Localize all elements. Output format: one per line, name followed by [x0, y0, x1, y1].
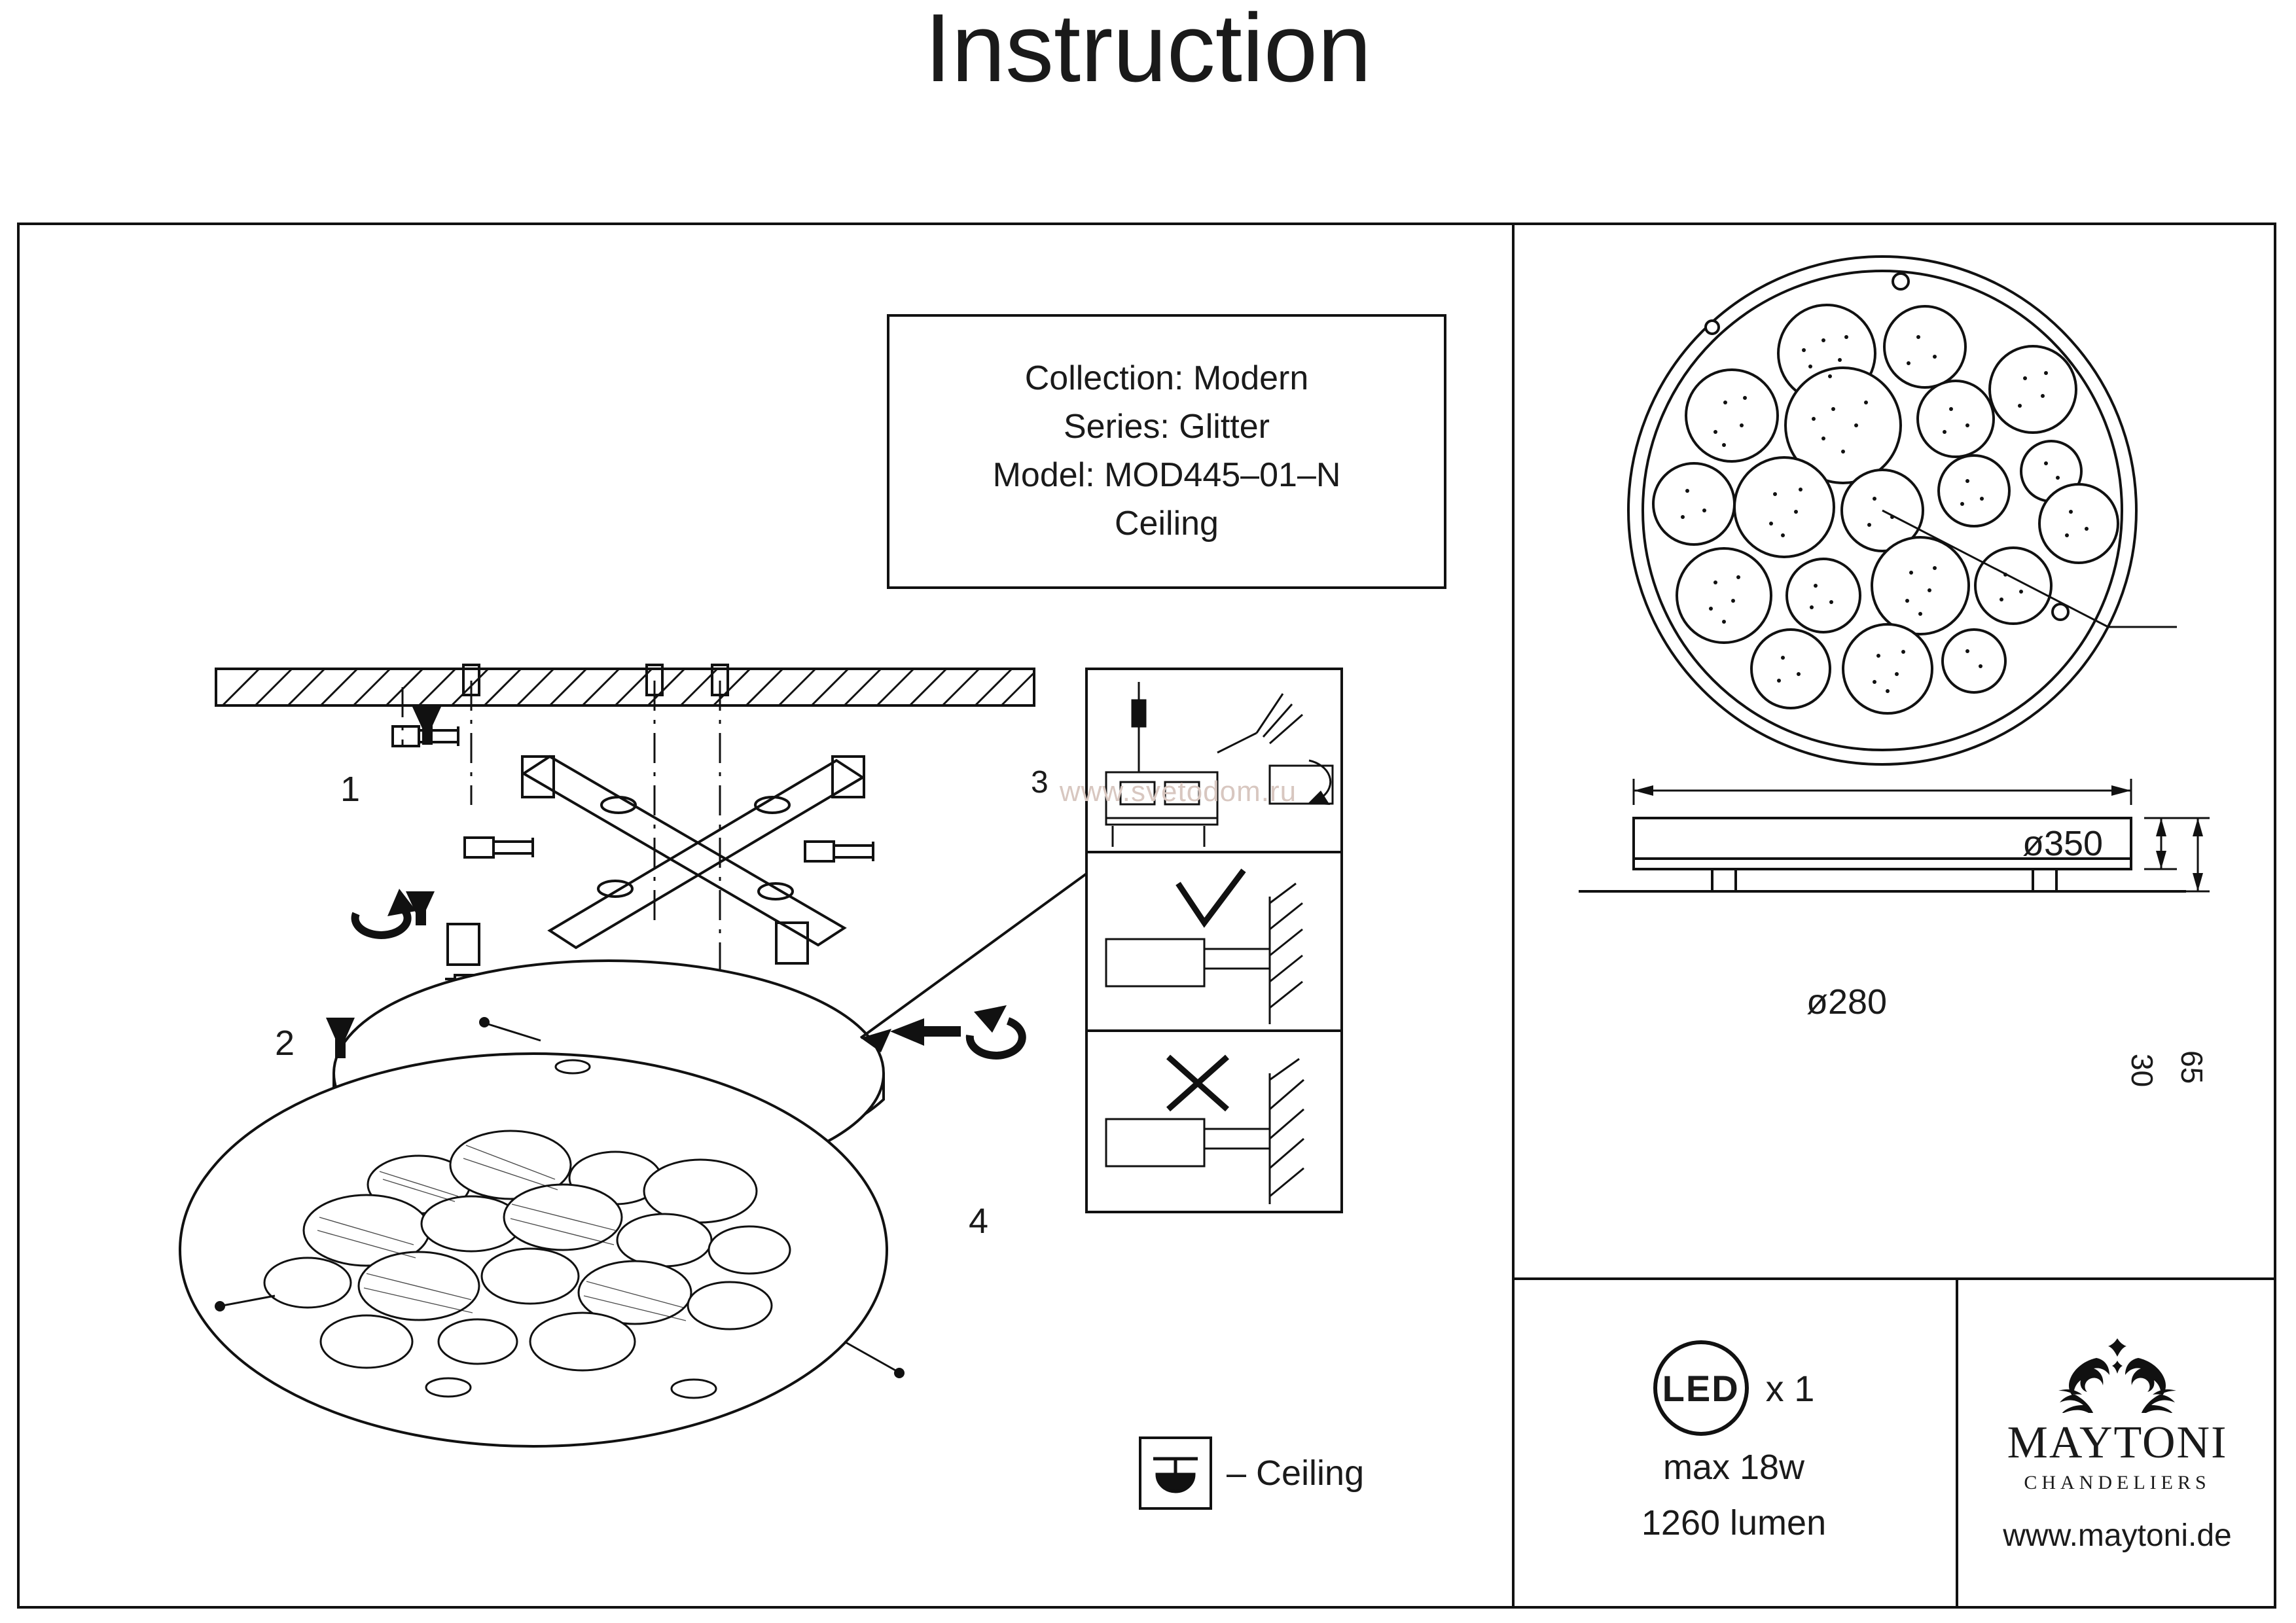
watermark-text: www.svetodom.ru: [1059, 776, 1297, 808]
ceiling-legend: [1139, 1436, 1364, 1510]
step-label-3: 3: [1031, 765, 1049, 800]
led-icon: LED: [1653, 1340, 1749, 1436]
dimension-diameter-280: ø280: [1806, 982, 1888, 1022]
lamp-type-row: [1653, 1340, 1815, 1436]
lamp-lumen: 1260 lumen: [1641, 1503, 1827, 1543]
dimension-diameter-350: ø350: [2022, 824, 2104, 863]
page-title: Instruction: [924, 0, 1372, 102]
lamp-power: max 18w: [1662, 1448, 1805, 1488]
ceiling-legend-label: – Ceiling: [1227, 1454, 1365, 1493]
info-collection: Collection: Modern: [1024, 359, 1309, 398]
maytoni-logo-icon: [2019, 1334, 2215, 1413]
dimension-height-30: 30: [2125, 1054, 2159, 1088]
brand-url[interactable]: www.maytoni.de: [2003, 1518, 2232, 1553]
assembly-drawing: [26, 229, 1505, 1603]
step-label-2: 2: [275, 1024, 295, 1063]
step-label-4: 4: [969, 1202, 989, 1241]
brand-block: [1958, 1280, 2276, 1607]
info-series: Series: Glitter: [1064, 408, 1270, 446]
lamp-quantity: x 1: [1765, 1367, 1815, 1409]
info-type: Ceiling: [1115, 504, 1219, 543]
ceiling-mount-icon: [1139, 1436, 1212, 1510]
brand-name: MAYTONI: [2007, 1417, 2228, 1468]
brand-subtitle: CHANDELIERS: [2024, 1471, 2211, 1493]
lamp-spec-block: [1512, 1280, 1956, 1607]
step-label-1: 1: [340, 770, 361, 809]
product-views: [1516, 229, 2275, 1276]
info-model: Model: MOD445–01–N: [992, 456, 1341, 494]
dimension-height-65: 65: [2175, 1050, 2209, 1084]
